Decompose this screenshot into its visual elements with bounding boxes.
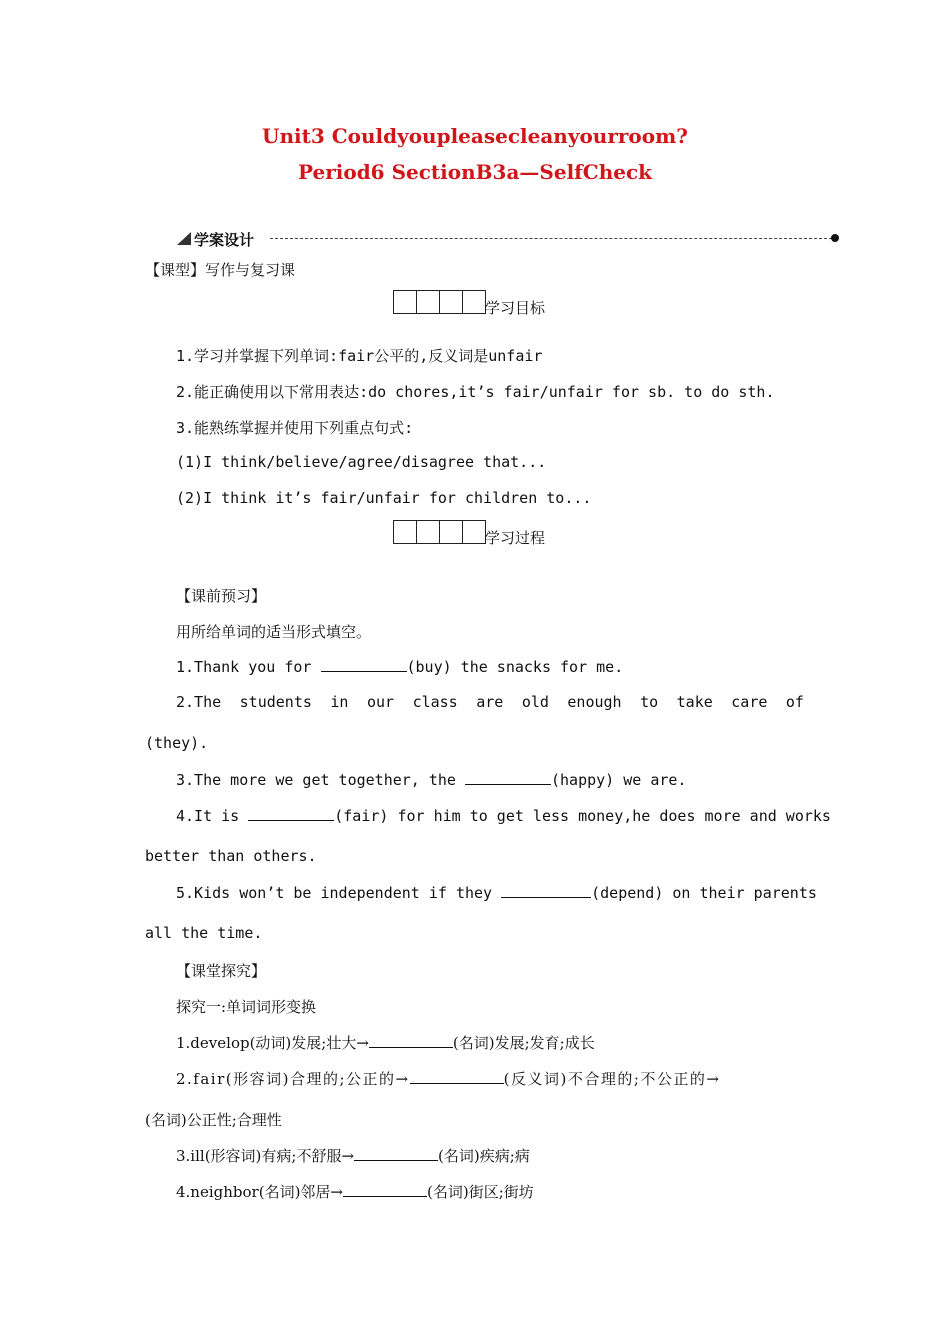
goal-item-1: 1.学习并掌握下列单词:fair公平的,反义词是unfair: [176, 347, 543, 365]
q1-text-b: (buy) the snacks for me.: [406, 658, 624, 676]
goal-item-2: 2.能正确使用以下常用表达:do chores,it’s fair/unfair for sb. to do sth.: [176, 383, 775, 401]
e2-text-a: 2.fair(形容词)合理的;公正的→: [176, 1070, 410, 1088]
explore-item-1: [176, 1032, 595, 1053]
q2-word: students: [239, 693, 312, 711]
explore-heading: 【课堂探究】: [176, 962, 267, 980]
explore-item-2-cont: (名词)公正性;合理性: [145, 1111, 282, 1129]
preview-q5: [176, 883, 817, 902]
e2-text-b: (反义词)不合理的;不公正的→: [503, 1070, 721, 1088]
q2-word: to: [640, 693, 659, 711]
e3-text-a: 3.ill(形容词)有病;不舒服→: [176, 1147, 355, 1165]
q4-blank[interactable]: [248, 806, 334, 821]
goal-item-5: (2)I think it’s fair/unfair for children to...: [176, 489, 592, 507]
preview-instruction: 用所给单词的适当形式填空。: [176, 623, 372, 641]
q1-blank[interactable]: [321, 657, 407, 672]
preview-q5-cont: all the time.: [145, 924, 263, 942]
preview-q1: [176, 657, 623, 676]
e1-text-b: (名词)发展;发育;成长: [452, 1034, 595, 1052]
section-label: 学案设计: [194, 231, 255, 249]
course-type: 【课型】写作与复习课: [145, 261, 296, 279]
process-heading-text: 学习过程: [485, 529, 546, 547]
q5-blank[interactable]: [501, 883, 591, 898]
triangle-icon: [177, 232, 191, 245]
explore-item-4: [176, 1181, 534, 1202]
e3-text-b: (名词)疾病;病: [438, 1147, 530, 1165]
preview-q4-cont: better than others.: [145, 847, 317, 865]
q4-text-b: (fair) for him to get less money,he does more and works: [334, 807, 831, 825]
q2-word: are: [476, 693, 504, 711]
q2-word: enough: [567, 693, 622, 711]
q4-text-a: 4.It is: [176, 807, 249, 825]
dashed-divider: [270, 238, 832, 239]
q2-word: our: [366, 693, 395, 711]
title-line-2: Period6 SectionB3a—SelfCheck: [298, 160, 652, 184]
title-line-1: Unit3 Couldyoupleasecleanyourroom?: [262, 124, 688, 148]
q3-text-b: (happy) we are.: [550, 771, 687, 789]
explore-subheading: 探究一:单词词形变换: [176, 998, 317, 1016]
goal-item-4: (1)I think/believe/agree/disagree that...: [176, 453, 547, 471]
q3-blank[interactable]: [465, 770, 551, 785]
e2-blank[interactable]: [410, 1069, 504, 1084]
q2-word: care: [731, 693, 768, 711]
e1-blank[interactable]: [369, 1033, 453, 1048]
q5-text-b: (depend) on their parents: [591, 884, 817, 902]
preview-q2: [176, 693, 804, 711]
preview-heading: 【课前预习】: [176, 587, 267, 605]
e3-blank[interactable]: [354, 1146, 438, 1161]
e4-text-a: 4.neighbor(名词)邻居→: [176, 1183, 343, 1201]
q1-text-a: 1.Thank you for: [176, 658, 321, 676]
preview-q3: [176, 770, 686, 789]
goal-item-3: 3.能熟练掌握并使用下列重点句式:: [176, 419, 414, 437]
q2-word: 2.The: [176, 693, 222, 711]
box-group-icon: [393, 290, 485, 318]
e1-text-a: 1.develop(动词)发展;壮大→: [176, 1034, 369, 1052]
preview-q4: [176, 806, 831, 825]
box-group-icon: [393, 520, 485, 548]
bullet-dot-icon: [831, 234, 839, 242]
goals-heading: [393, 290, 545, 318]
explore-item-3: [176, 1145, 530, 1166]
q5-text-a: 5.Kids won’t be independent if they: [176, 884, 502, 902]
section-header-bar: [174, 229, 844, 249]
e4-text-b: (名词)街区;街坊: [427, 1183, 534, 1201]
explore-item-2: [176, 1068, 720, 1089]
q2-word: class: [412, 693, 458, 711]
goals-heading-text: 学习目标: [485, 299, 546, 317]
e4-blank[interactable]: [343, 1182, 427, 1197]
q2-word: old: [521, 693, 549, 711]
q2-word: take: [676, 693, 713, 711]
preview-q2-cont: (they).: [145, 734, 209, 752]
q2-word: in: [330, 693, 349, 711]
q2-word: of: [785, 693, 804, 711]
process-heading: [393, 520, 545, 548]
q3-text-a: 3.The more we get together, the: [176, 771, 465, 789]
